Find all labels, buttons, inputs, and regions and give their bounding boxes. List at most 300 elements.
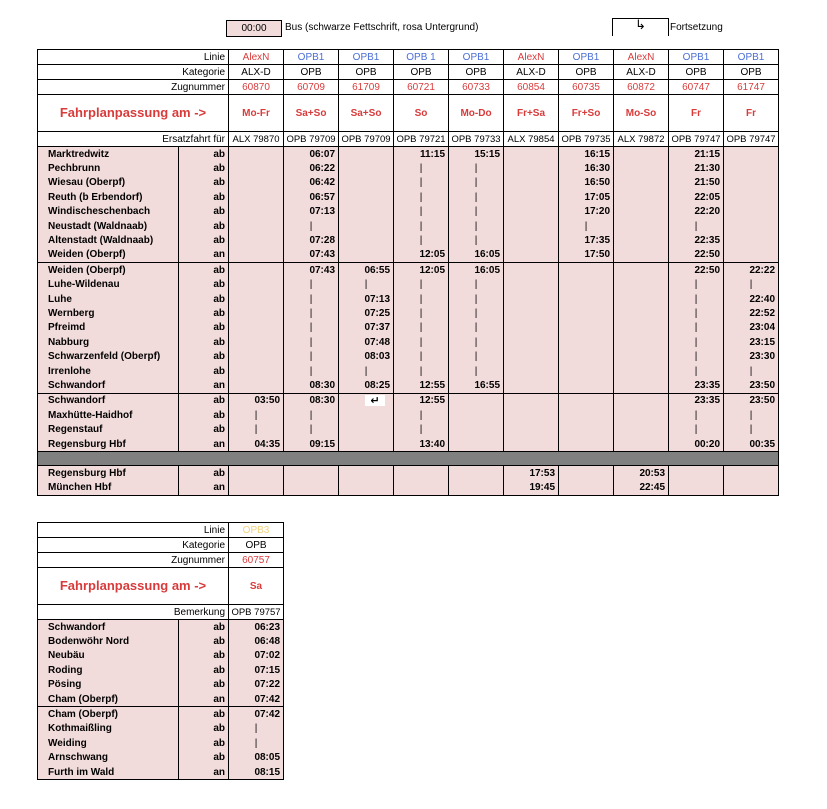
- station-row: [38, 393, 779, 408]
- time-cell: [449, 481, 504, 496]
- arrival-departure-marker: ab: [179, 393, 229, 408]
- arrival-departure-marker: ab: [179, 349, 229, 363]
- arrival-departure-marker: ab: [179, 306, 229, 320]
- train-category: OPB: [449, 65, 504, 80]
- time-cell: 16:30: [559, 161, 614, 175]
- train-number: 61747: [724, 80, 779, 95]
- time-cell: [559, 408, 614, 422]
- time-cell: [339, 408, 394, 422]
- time-cell: 16:15: [559, 147, 614, 162]
- time-cell: 06:23: [229, 620, 284, 635]
- time-cell: [504, 349, 559, 363]
- time-cell: 06:22: [284, 161, 339, 175]
- time-cell: 22:52: [724, 306, 779, 320]
- time-cell: 07:43: [284, 248, 339, 263]
- time-cell: 00:35: [724, 437, 779, 452]
- pass-through-marker: |: [284, 422, 339, 436]
- pass-through-marker: |: [394, 219, 449, 233]
- time-cell: 11:15: [394, 147, 449, 162]
- arrival-departure-marker: ab: [179, 335, 229, 349]
- time-cell: [284, 466, 339, 481]
- time-cell: 23:50: [724, 378, 779, 393]
- time-cell: [724, 466, 779, 481]
- pass-through-marker: |: [394, 176, 449, 190]
- station-row: [38, 278, 779, 292]
- pass-through-marker: |: [449, 219, 504, 233]
- station-row: [38, 147, 779, 162]
- continuation-arrow-icon: ↵: [365, 395, 385, 406]
- time-cell: 22:45: [614, 481, 669, 496]
- station-row: [38, 634, 284, 648]
- service-days: Fr: [724, 95, 779, 132]
- time-cell: 07:13: [284, 205, 339, 219]
- station-name: Schwarzenfeld (Oberpf): [38, 349, 179, 363]
- train-category: ALX-D: [614, 65, 669, 80]
- time-cell: [559, 422, 614, 436]
- time-cell: [229, 466, 284, 481]
- time-cell: [559, 364, 614, 378]
- pass-through-marker: |: [394, 292, 449, 306]
- station-row: [38, 422, 779, 436]
- continuation-arrow-icon: ↳: [635, 18, 646, 33]
- time-cell: 07:22: [229, 678, 284, 692]
- pass-through-marker: |: [449, 190, 504, 204]
- pass-through-marker: |: [449, 349, 504, 363]
- train-note: OPB 79747: [669, 132, 724, 147]
- station-row: [38, 263, 779, 278]
- time-cell: [614, 161, 669, 175]
- station-row: [38, 707, 284, 722]
- time-cell: 03:50: [229, 393, 284, 408]
- line-row: [38, 523, 284, 538]
- pass-through-marker: |: [284, 219, 339, 233]
- pass-through-marker: |: [394, 321, 449, 335]
- train-note: OPB 79735: [559, 132, 614, 147]
- service-days: Fr: [669, 95, 724, 132]
- station-name: Pösing: [38, 678, 179, 692]
- timetable-main: [37, 49, 779, 496]
- train-line: OPB1: [724, 50, 779, 65]
- time-cell: [504, 292, 559, 306]
- pass-through-marker: |: [394, 422, 449, 436]
- station-row: [38, 692, 284, 707]
- time-cell: [614, 263, 669, 278]
- station-row: [38, 663, 284, 677]
- service-days-row: [38, 95, 779, 132]
- pass-through-marker: |: [449, 278, 504, 292]
- pass-through-marker: |: [449, 176, 504, 190]
- time-cell: [504, 263, 559, 278]
- station-name: Altenstadt (Waldnaab): [38, 233, 179, 247]
- pass-through-marker: |: [724, 422, 779, 436]
- service-days: Mo-Fr: [229, 95, 284, 132]
- time-cell: [614, 233, 669, 247]
- station-row: [38, 292, 779, 306]
- timetable-cham-furth: [37, 522, 284, 780]
- arrival-departure-marker: ab: [179, 161, 229, 175]
- train-line: OPB 1: [394, 50, 449, 65]
- time-cell: 06:42: [284, 176, 339, 190]
- bus-legend-text: Bus (schwarze Fettschrift, rosa Untergrund): [285, 22, 479, 33]
- arrival-departure-marker: ab: [179, 176, 229, 190]
- time-cell: 22:50: [669, 263, 724, 278]
- time-cell: [559, 437, 614, 452]
- time-cell: 08:30: [284, 378, 339, 393]
- time-cell: 23:35: [669, 378, 724, 393]
- time-cell: [449, 422, 504, 436]
- train-number: 61709: [339, 80, 394, 95]
- time-cell: 07:42: [229, 692, 284, 707]
- time-cell: 07:42: [229, 707, 284, 722]
- station-row: [38, 161, 779, 175]
- train-category: OPB: [229, 538, 284, 553]
- station-name: Pfreimd: [38, 321, 179, 335]
- time-cell: [504, 321, 559, 335]
- train-note: OPB 79709: [284, 132, 339, 147]
- time-cell: [614, 321, 669, 335]
- station-name: Regenstauf: [38, 422, 179, 436]
- station-name: München Hbf: [38, 481, 179, 496]
- time-cell: 07:13: [339, 292, 394, 306]
- pass-through-marker: |: [449, 205, 504, 219]
- time-cell: [614, 335, 669, 349]
- service-days-label: Fahrplanpassung am ->: [38, 95, 229, 132]
- time-cell: [724, 147, 779, 162]
- time-cell: 07:28: [284, 233, 339, 247]
- arrival-departure-marker: an: [179, 437, 229, 452]
- time-cell: 21:15: [669, 147, 724, 162]
- train-note: ALX 79870: [229, 132, 284, 147]
- station-row: [38, 219, 779, 233]
- pass-through-marker: |: [284, 349, 339, 363]
- time-cell: 23:35: [669, 393, 724, 408]
- train-number: 60854: [504, 80, 559, 95]
- arrival-departure-marker: an: [179, 378, 229, 393]
- arrival-departure-marker: ab: [179, 634, 229, 648]
- time-cell: [724, 176, 779, 190]
- train-number: 60870: [229, 80, 284, 95]
- service-days: Fr+So: [559, 95, 614, 132]
- time-cell: [339, 161, 394, 175]
- time-cell: [449, 393, 504, 408]
- time-cell: [614, 393, 669, 408]
- pass-through-marker: |: [229, 422, 284, 436]
- time-cell: [614, 422, 669, 436]
- time-cell: [559, 349, 614, 363]
- station-row: [38, 649, 284, 663]
- arrival-departure-marker: ab: [179, 649, 229, 663]
- time-cell: 22:35: [669, 233, 724, 247]
- time-cell: 17:35: [559, 233, 614, 247]
- time-cell: [229, 263, 284, 278]
- time-cell: [504, 219, 559, 233]
- time-cell: [339, 393, 394, 408]
- arrival-departure-marker: ab: [179, 678, 229, 692]
- section-divider: [38, 452, 779, 466]
- time-cell: [229, 147, 284, 162]
- continuation-legend-text: Fortsetzung: [670, 22, 723, 33]
- arrival-departure-marker: ab: [179, 190, 229, 204]
- train-number: 60757: [229, 553, 284, 568]
- train-category: OPB: [284, 65, 339, 80]
- time-cell: [614, 176, 669, 190]
- arrival-departure-marker: ab: [179, 147, 229, 162]
- station-name: Furth im Wald: [38, 765, 179, 780]
- time-cell: [229, 364, 284, 378]
- pass-through-marker: |: [284, 306, 339, 320]
- time-cell: [229, 321, 284, 335]
- train-category: OPB: [669, 65, 724, 80]
- station-name: Pechbrunn: [38, 161, 179, 175]
- pass-through-marker: |: [449, 335, 504, 349]
- time-cell: [229, 205, 284, 219]
- time-cell: 08:25: [339, 378, 394, 393]
- time-cell: 07:43: [284, 263, 339, 278]
- pass-through-marker: |: [669, 408, 724, 422]
- pass-through-marker: |: [449, 292, 504, 306]
- pass-through-marker: |: [669, 292, 724, 306]
- train-number: 60721: [394, 80, 449, 95]
- train-number: 60733: [449, 80, 504, 95]
- pass-through-marker: |: [284, 321, 339, 335]
- station-name: Reuth (b Erbendorf): [38, 190, 179, 204]
- time-cell: [449, 437, 504, 452]
- time-cell: [614, 219, 669, 233]
- time-cell: 16:55: [449, 378, 504, 393]
- time-cell: [504, 422, 559, 436]
- pass-through-marker: |: [449, 161, 504, 175]
- arrival-departure-marker: ab: [179, 422, 229, 436]
- time-cell: [229, 378, 284, 393]
- note-label: Ersatzfahrt für: [38, 132, 229, 147]
- time-cell: [724, 481, 779, 496]
- time-cell: 22:05: [669, 190, 724, 204]
- time-cell: [614, 408, 669, 422]
- pass-through-marker: |: [229, 408, 284, 422]
- time-cell: [229, 190, 284, 204]
- time-cell: 17:53: [504, 466, 559, 481]
- pass-through-marker: |: [284, 292, 339, 306]
- train-number: 60709: [284, 80, 339, 95]
- service-days: Mo-So: [614, 95, 669, 132]
- arrival-departure-marker: ab: [179, 233, 229, 247]
- arrival-departure-marker: an: [179, 481, 229, 496]
- station-name: Luhe-Wildenau: [38, 278, 179, 292]
- time-cell: [284, 481, 339, 496]
- time-cell: 22:50: [669, 248, 724, 263]
- station-row: [38, 466, 779, 481]
- time-cell: [449, 466, 504, 481]
- time-cell: [504, 378, 559, 393]
- station-name: Weiden (Oberpf): [38, 263, 179, 278]
- time-cell: [614, 292, 669, 306]
- station-row: [38, 765, 284, 780]
- time-cell: 04:35: [229, 437, 284, 452]
- time-cell: 00:20: [669, 437, 724, 452]
- pass-through-marker: |: [394, 190, 449, 204]
- pass-through-marker: |: [669, 422, 724, 436]
- service-days-row: [38, 568, 284, 605]
- time-cell: [339, 437, 394, 452]
- time-cell: 23:30: [724, 349, 779, 363]
- train-line: OPB1: [449, 50, 504, 65]
- time-cell: 19:45: [504, 481, 559, 496]
- note-label: Bemerkung: [38, 605, 229, 620]
- line-label: Linie: [38, 50, 229, 65]
- time-cell: [559, 278, 614, 292]
- pass-through-marker: |: [669, 306, 724, 320]
- time-cell: [614, 378, 669, 393]
- pass-through-marker: |: [449, 306, 504, 320]
- time-cell: 09:15: [284, 437, 339, 452]
- time-cell: [504, 408, 559, 422]
- pass-through-marker: |: [449, 233, 504, 247]
- time-cell: 06:55: [339, 263, 394, 278]
- time-cell: 06:57: [284, 190, 339, 204]
- time-cell: [724, 248, 779, 263]
- service-days-label: Fahrplanpassung am ->: [38, 568, 229, 605]
- time-cell: [339, 466, 394, 481]
- pass-through-marker: |: [394, 349, 449, 363]
- train-category: OPB: [339, 65, 394, 80]
- station-row: [38, 248, 779, 263]
- time-cell: [339, 422, 394, 436]
- pass-through-marker: |: [669, 364, 724, 378]
- station-row: [38, 678, 284, 692]
- time-cell: [229, 306, 284, 320]
- time-cell: [229, 481, 284, 496]
- pass-through-marker: |: [669, 321, 724, 335]
- arrival-departure-marker: ab: [179, 707, 229, 722]
- arrival-departure-marker: ab: [179, 364, 229, 378]
- pass-through-marker: |: [284, 364, 339, 378]
- time-cell: 22:20: [669, 205, 724, 219]
- pass-through-marker: |: [394, 278, 449, 292]
- time-cell: 07:48: [339, 335, 394, 349]
- station-row: [38, 408, 779, 422]
- station-row: [38, 620, 284, 635]
- category-row: [38, 538, 284, 553]
- time-cell: [229, 219, 284, 233]
- time-cell: [339, 147, 394, 162]
- station-row: [38, 722, 284, 736]
- time-cell: [449, 408, 504, 422]
- service-days: Mo-Do: [449, 95, 504, 132]
- time-cell: [504, 248, 559, 263]
- station-name: Regensburg Hbf: [38, 437, 179, 452]
- time-cell: 21:30: [669, 161, 724, 175]
- train-number: 60872: [614, 80, 669, 95]
- time-cell: [504, 437, 559, 452]
- train-note: OPB 79709: [339, 132, 394, 147]
- station-row: [38, 364, 779, 378]
- station-row: [38, 481, 779, 496]
- time-cell: 12:05: [394, 248, 449, 263]
- time-cell: 08:03: [339, 349, 394, 363]
- train-number-row: [38, 80, 779, 95]
- pass-through-marker: |: [394, 233, 449, 247]
- pass-through-marker: |: [449, 364, 504, 378]
- pass-through-marker: |: [394, 306, 449, 320]
- time-cell: [724, 233, 779, 247]
- arrival-departure-marker: ab: [179, 408, 229, 422]
- time-cell: [614, 248, 669, 263]
- time-cell: [614, 349, 669, 363]
- service-days: Sa+So: [284, 95, 339, 132]
- time-cell: [559, 306, 614, 320]
- train-line: OPB1: [559, 50, 614, 65]
- train-note: ALX 79854: [504, 132, 559, 147]
- time-cell: 12:55: [394, 378, 449, 393]
- time-cell: 23:50: [724, 393, 779, 408]
- line-label: Linie: [38, 523, 229, 538]
- gray-divider-bar: [38, 452, 779, 466]
- train-category: OPB: [394, 65, 449, 80]
- station-name: Cham (Oberpf): [38, 692, 179, 707]
- service-days: Fr+Sa: [504, 95, 559, 132]
- arrival-departure-marker: an: [179, 248, 229, 263]
- time-cell: 16:50: [559, 176, 614, 190]
- station-row: [38, 349, 779, 363]
- time-cell: 06:07: [284, 147, 339, 162]
- station-name: Neustadt (Waldnaab): [38, 219, 179, 233]
- time-cell: [229, 248, 284, 263]
- time-cell: [559, 378, 614, 393]
- pass-through-marker: |: [284, 335, 339, 349]
- time-cell: [229, 278, 284, 292]
- time-cell: [614, 364, 669, 378]
- time-cell: 22:22: [724, 263, 779, 278]
- pass-through-marker: |: [559, 219, 614, 233]
- time-cell: 15:15: [449, 147, 504, 162]
- time-cell: [339, 481, 394, 496]
- time-cell: [559, 321, 614, 335]
- station-name: Weiding: [38, 736, 179, 750]
- arrival-departure-marker: ab: [179, 219, 229, 233]
- station-name: Kothmaißling: [38, 722, 179, 736]
- station-name: Neubäu: [38, 649, 179, 663]
- time-cell: [504, 393, 559, 408]
- time-cell: 06:48: [229, 634, 284, 648]
- arrival-departure-marker: ab: [179, 663, 229, 677]
- time-cell: 23:04: [724, 321, 779, 335]
- time-cell: 17:50: [559, 248, 614, 263]
- category-row: [38, 65, 779, 80]
- time-cell: [559, 292, 614, 306]
- train-line: AlexN: [229, 50, 284, 65]
- pass-through-marker: |: [669, 335, 724, 349]
- time-cell: [339, 205, 394, 219]
- station-name: Roding: [38, 663, 179, 677]
- station-name: Luhe: [38, 292, 179, 306]
- time-cell: [339, 219, 394, 233]
- time-cell: [504, 147, 559, 162]
- time-cell: [339, 248, 394, 263]
- note-row: [38, 132, 779, 147]
- train-line: OPB1: [339, 50, 394, 65]
- pass-through-marker: |: [229, 722, 284, 736]
- station-row: [38, 751, 284, 765]
- station-name: Nabburg: [38, 335, 179, 349]
- time-cell: [724, 219, 779, 233]
- time-cell: [394, 466, 449, 481]
- time-cell: [669, 481, 724, 496]
- station-name: Schwandorf: [38, 378, 179, 393]
- time-cell: [504, 233, 559, 247]
- category-label: Kategorie: [38, 538, 229, 553]
- station-name: Wernberg: [38, 306, 179, 320]
- time-cell: [504, 278, 559, 292]
